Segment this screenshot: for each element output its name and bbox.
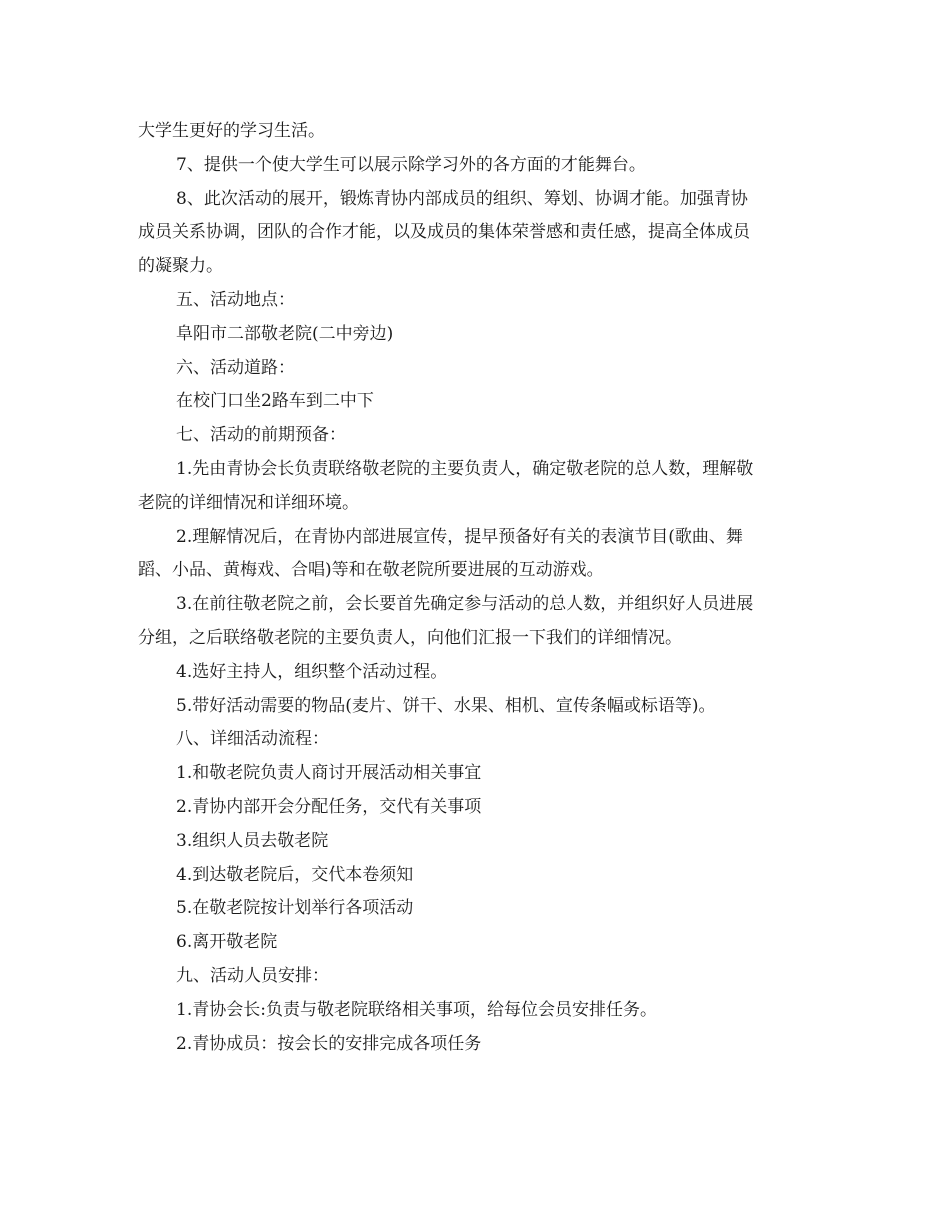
text-line: 7、提供一个使大学生可以展示除学习外的各方面的才能舞台。 [176,154,646,175]
text-line: 5.在敬老院按计划举行各项活动 [176,898,414,919]
text-line: 六、活动道路： [176,357,295,378]
text-line: 八、详细活动流程： [176,729,329,750]
text-line: 1.青协会长:负责与敬老院联络相关事项，给每位会员安排任务。 [176,999,657,1020]
text-line: 七、活动的前期预备： [176,425,346,446]
text-line: 1.和敬老院负责人商讨开展活动相关事宜 [176,763,482,784]
text-line: 6.离开敬老院 [176,932,278,953]
text-line: 蹈、小品、黄梅戏、合唱)等和在敬老院所要进展的互动游戏。 [138,560,604,581]
text-line: 2.青协成员：按会长的安排完成各项任务 [176,1033,482,1054]
text-line: 3.在前往敬老院之前，会长要首先确定参与活动的总人数，并组织好人员进展 [176,594,754,615]
text-line: 五、活动地点： [176,289,295,310]
text-line: 阜阳市二部敬老院(二中旁边) [176,323,394,344]
text-line: 在校门口坐2路车到二中下 [176,391,374,412]
document-body [138,115,818,1061]
text-line: 2.青协内部开会分配任务，交代有关事项 [176,796,482,817]
text-line: 大学生更好的学习生活。 [138,121,325,141]
text-line: 8、此次活动的展开，锻炼青协内部成员的组织、筹划、协调才能。加强青协 [176,188,748,209]
text-line: 4.选好主持人，组织整个活动过程。 [176,661,448,682]
text-line: 成员关系协调，团队的合作才能，以及成员的集体荣誉感和责任感，提高全体成员 [138,222,750,243]
text-line: 4.到达敬老院后，交代本卷须知 [176,864,414,885]
text-line: 老院的详细情况和详细环境。 [138,492,359,513]
text-line: 九、活动人员安排： [176,965,329,986]
text-line: 分组，之后联络敬老院的主要负责人，向他们汇报一下我们的详细情况。 [138,627,682,648]
text-line: 3.组织人员去敬老院 [176,830,329,851]
text-line: 5.带好活动需要的物品(麦片、饼干、水果、相机、宣传条幅或标语等)。 [176,695,716,716]
text-line: 2.理解情况后，在青协内部进展宣传，提早预备好有关的表演节目(歌曲、舞 [176,526,743,547]
text-line: 1.先由青协会长负责联络敬老院的主要负责人，确定敬老院的总人数，理解敬 [176,458,754,479]
text-line: 的凝聚力。 [138,256,223,277]
